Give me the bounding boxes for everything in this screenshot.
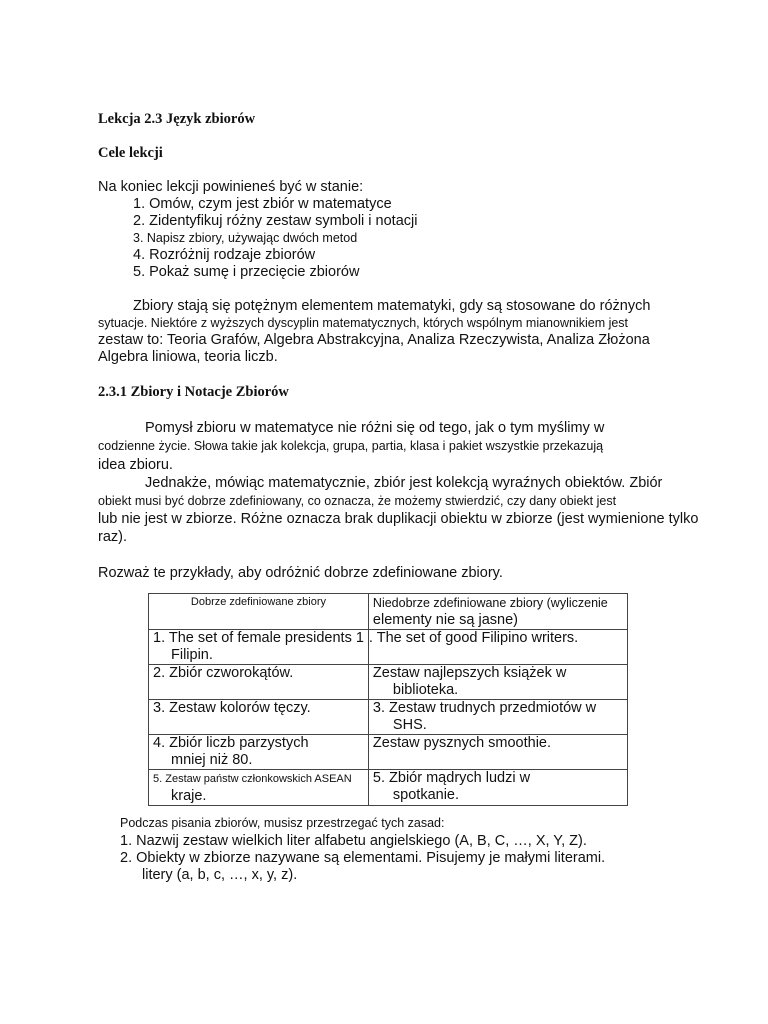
cell-line: 5. Zestaw państw członkowskich ASEAN xyxy=(153,773,352,785)
cell-line: 3. Zestaw trudnych przedmiotów w xyxy=(372,700,597,716)
goal-item: 1. Omów, czym jest zbiór w matematyce xyxy=(133,196,392,212)
cell-line: Zestaw pysznych smoothie. xyxy=(372,735,552,751)
examples-intro: Rozważ te przykłady, aby odróżnić dobrze zdefiniowane zbiory. xyxy=(98,565,503,581)
table-row xyxy=(149,700,628,735)
lesson-title: Lekcja 2.3 Język zbiorów xyxy=(98,111,256,127)
table-header-row xyxy=(149,594,628,630)
cell-line: 5. Zbiór mądrych ludzi w xyxy=(372,770,531,786)
cell-line: Zestaw najlepszych książek w xyxy=(372,665,567,681)
section-heading: 2.3.1 Zbiory i Notacje Zbiorów xyxy=(98,384,289,400)
not-well-defined-cell xyxy=(368,665,627,700)
paragraph-line: sytuacje. Niektóre z wyższych dyscyplin matematycznych, których wspólnym mianownikiem jest xyxy=(98,316,629,330)
header-right-line: Niedobrze zdefiniowane zbiory (wyliczenie xyxy=(372,596,608,610)
not-well-defined-cell xyxy=(368,630,627,665)
goals-heading: Cele lekcji xyxy=(98,145,163,161)
header-well-defined xyxy=(149,594,369,630)
cell-line: Filipin. xyxy=(171,647,213,663)
table-row xyxy=(149,735,628,770)
goal-item: 3. Napisz zbiory, używając dwóch metod xyxy=(133,231,358,245)
cell-line: SHS. xyxy=(392,717,427,733)
well-defined-cell xyxy=(149,630,369,665)
paragraph-line: Pomysł zbioru w matematyce nie różni się od tego, jak o tym myślimy w xyxy=(145,420,605,436)
well-defined-cell xyxy=(149,700,369,735)
goal-item: 5. Pokaż sumę i przecięcie zbiorów xyxy=(133,264,360,280)
cell-line: . The set of good Filipino writers. xyxy=(368,630,579,646)
paragraph-line: zestaw to: Teoria Grafów, Algebra Abstrakcyjna, Analiza Rzeczywista, Analiza Złożona xyxy=(98,332,650,348)
header-left-text: Dobrze zdefiniowane zbiory xyxy=(190,596,327,608)
header-right-line: elementy nie są jasne) xyxy=(372,612,518,628)
not-well-defined-cell xyxy=(368,735,627,770)
cell-line: 3. Zestaw kolorów tęczy. xyxy=(153,700,311,716)
cell-line: kraje. xyxy=(171,788,207,804)
paragraph-line: lub nie jest w zbiorze. Różne oznacza brak duplikacji obiektu w zbiorze (jest wymienione tylko xyxy=(98,511,699,527)
well-defined-cell xyxy=(149,735,369,770)
table-row xyxy=(149,630,628,665)
cell-line: spotkanie. xyxy=(392,787,460,803)
table-row xyxy=(149,665,628,700)
paragraph-line: codzienne życie. Słowa takie jak kolekcja, grupa, partia, klasa i pakiet wszystkie przekazują xyxy=(98,439,604,453)
goal-item: 4. Rozróżnij rodzaje zbiorów xyxy=(133,247,316,263)
goal-item: 2. Zidentyfikuj różny zestaw symboli i notacji xyxy=(133,213,418,229)
paragraph-line: obiekt musi być dobrze zdefiniowany, co oznacza, że możemy stwierdzić, czy dany obiekt jest xyxy=(98,494,617,508)
table-row xyxy=(149,770,628,806)
sets-table xyxy=(148,593,628,806)
not-well-defined-cell xyxy=(368,770,627,806)
paragraph-line: Algebra liniowa, teoria liczb. xyxy=(98,349,278,365)
paragraph-line: raz). xyxy=(98,529,127,545)
goals-intro: Na koniec lekcji powinieneś być w stanie: xyxy=(98,179,364,195)
rule-item: 1. Nazwij zestaw wielkich liter alfabetu angielskiego (A, B, C, …, X, Y, Z). xyxy=(120,833,587,849)
well-defined-cell xyxy=(149,665,369,700)
rules-intro: Podczas pisania zbiorów, musisz przestrzegać tych zasad: xyxy=(120,816,445,830)
paragraph-line: Jednakże, mówiąc matematycznie, zbiór jest kolekcją wyraźnych obiektów. Zbiór xyxy=(145,475,663,491)
not-well-defined-cell xyxy=(368,700,627,735)
header-not-well-defined xyxy=(368,594,627,630)
cell-line: biblioteka. xyxy=(392,682,459,698)
cell-line: mniej niż 80. xyxy=(171,752,253,768)
cell-line: 2. Zbiór czworokątów. xyxy=(153,665,294,681)
cell-line: 1. The set of female presidents 1 xyxy=(153,630,364,646)
paragraph-line: Zbiory stają się potężnym elementem matematyki, gdy są stosowane do różnych xyxy=(133,298,651,314)
well-defined-cell xyxy=(149,770,369,806)
rule-item-continuation: litery (a, b, c, …, x, y, z). xyxy=(142,867,298,883)
paragraph-line: idea zbioru. xyxy=(98,457,173,473)
cell-line: 4. Zbiór liczb parzystych xyxy=(153,735,309,751)
rule-item: 2. Obiekty w zbiorze nazywane są elementami. Pisujemy je małymi literami. xyxy=(120,850,606,866)
